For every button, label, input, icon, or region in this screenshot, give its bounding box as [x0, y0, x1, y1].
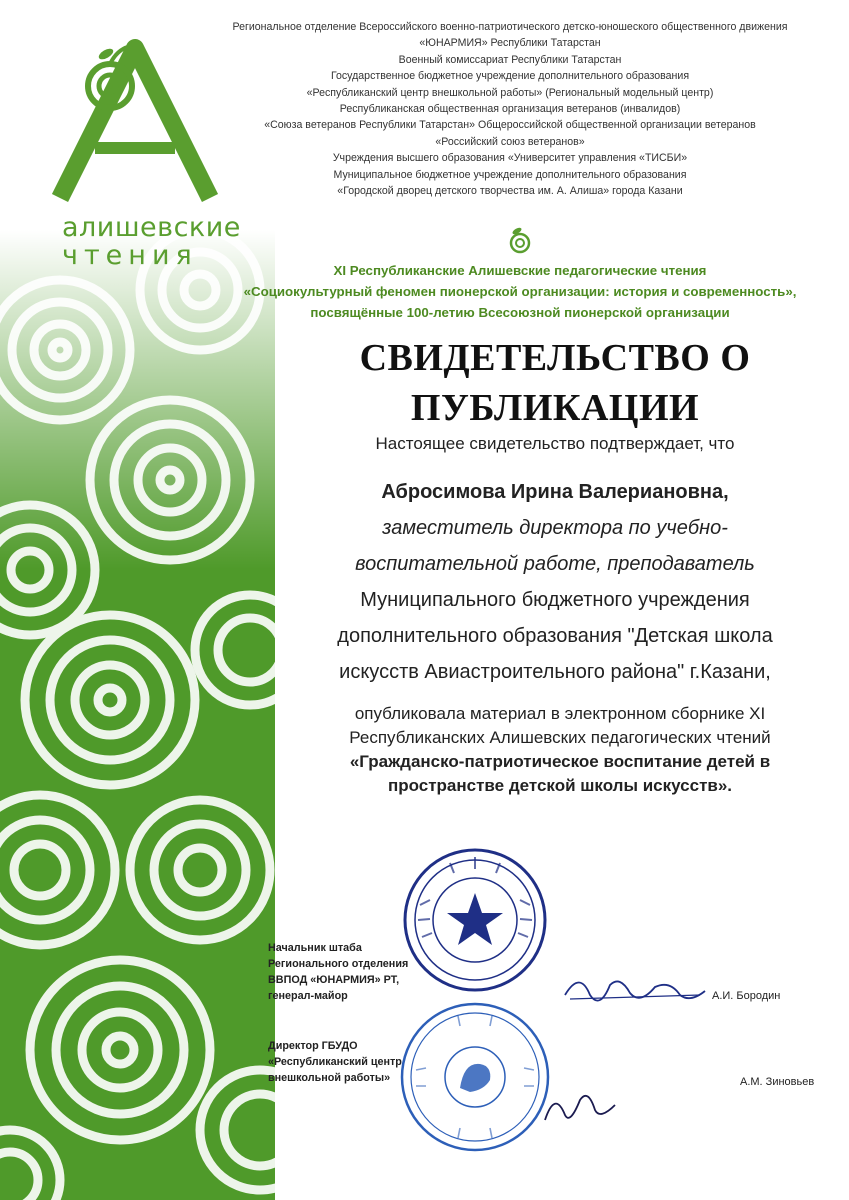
recipient-org-2: дополнительного образования "Детская школа: [337, 625, 773, 647]
signer-1-line: Регионального отделения: [268, 958, 409, 970]
signer-1-line: генерал-майор: [268, 990, 348, 1002]
organizer-line: «Городской дворец детского творчества им. А. Алиша» города Казани: [337, 185, 683, 198]
organizer-line: Военный комиссариат Республики Татарстан: [398, 53, 622, 66]
logo-word-2: чтения: [62, 240, 198, 271]
publication-line-1: опубликовала материал в электронном сборнике XI: [354, 704, 766, 723]
title-line-2: ПУБЛИКАЦИИ: [410, 387, 700, 429]
event-line-2: «Социокультурный феномен пионерской организации: история и современность»,: [243, 284, 797, 299]
organizer-line: Учреждения высшего образования «Университет управления «ТИСБИ»: [332, 152, 688, 165]
signer-2-name: А.М. Зиновьев: [740, 1076, 815, 1088]
recipient-org-3: искусств Авиастроительного района" г.Казани,: [339, 661, 771, 683]
publication-line-2: Республиканских Алишевских педагогических чтений: [349, 728, 771, 747]
event-line-3: посвящённые 100-летию Всесоюзной пионерской организации: [310, 305, 730, 320]
yunarmiya-stamp: [400, 845, 550, 995]
signer-1-title: [268, 940, 408, 1004]
logo-word-1: алишевские: [62, 212, 241, 243]
recipient-name: Абросимова Ирина Валериановна,: [381, 481, 729, 503]
certificate-title: [280, 333, 830, 433]
organizer-line: Региональное отделение Всероссийского военно-патриотического детско-юношеского общественного движения: [232, 21, 788, 33]
organizer-line: «ЮНАРМИЯ» Республики Татарстан: [419, 37, 601, 50]
organizer-line: Муниципальное бюджетное учреждение дополнительного образования: [333, 168, 687, 181]
signature-borodin: [560, 965, 710, 1015]
signer-2-line: внешкольной работы»: [268, 1072, 391, 1084]
recipient-org-1: Муниципального бюджетного учреждения: [360, 589, 750, 611]
recipient-position-1: заместитель директора по учебно-: [382, 517, 728, 539]
publication-title-2: пространстве детской школы искусств».: [387, 776, 733, 795]
organizer-line: Республиканская общественная организация ветеранов (инвалидов): [339, 103, 681, 116]
organizer-line: «Российский союз ветеранов»: [435, 135, 585, 148]
rcvr-stamp: [398, 1000, 553, 1155]
organizer-line: «Союза ветеранов Республики Татарстан» Общероссийской общественной организации ветеранов: [264, 119, 756, 132]
signer-1-line: Начальник штаба: [268, 942, 362, 954]
publication-title-1: «Гражданско-патриотическое воспитание детей в: [349, 752, 771, 771]
confirmation-text: Настоящее свидетельство подтверждает, что: [375, 434, 735, 453]
signer-2-line: Директор ГБУДО: [268, 1040, 358, 1052]
small-apple-icon: [508, 226, 532, 254]
event-title: [210, 260, 830, 323]
title-line-1: СВИДЕТЕЛЬСТВО О: [359, 337, 751, 379]
signer-2-title: [268, 1038, 402, 1086]
decorative-swirl-band: [0, 230, 275, 1200]
organizer-line: «Республиканский центр внешкольной работы» (Региональный модельный центр): [306, 86, 714, 99]
event-line-1: XI Республиканские Алишевские педагогические чтения: [333, 263, 707, 278]
organizer-line: Государственное бюджетное учреждение дополнительного образования: [330, 70, 690, 83]
signer-2-line: «Республиканский центр: [268, 1056, 402, 1068]
signer-1-name: А.И. Бородин: [712, 990, 781, 1002]
recipient-position-2: воспитательной работе, преподаватель: [355, 553, 755, 575]
swirl-pattern: [0, 230, 275, 1200]
signature-zinoviev: [540, 1080, 620, 1135]
recipient-block: [270, 474, 840, 690]
signer-1-line: ВВПОД «ЮНАРМИЯ» РТ,: [268, 974, 400, 986]
publication-block: [280, 702, 840, 798]
organizers-list: [180, 19, 840, 199]
